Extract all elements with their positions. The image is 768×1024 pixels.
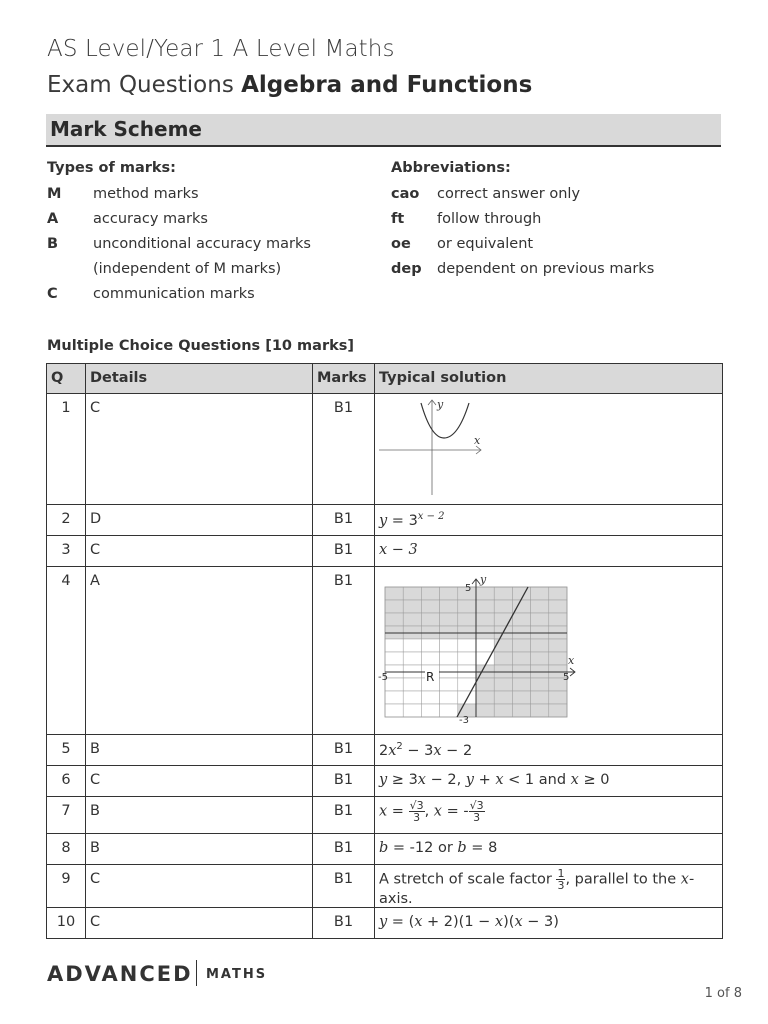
grid-cell [512,639,530,652]
y-axis-label: y [480,573,487,586]
marks-value: B1 [313,735,375,766]
grid-cell [476,600,494,613]
table-row [47,865,723,908]
grid-cell [385,691,403,704]
x-axis-label: x [568,654,575,667]
header-title-line1: AS Level/Year 1 A Level Maths [47,36,395,62]
solution-cell: A stretch of scale factor $\frac{1}{3}$ , parallel to the x-axis. [375,865,723,908]
grid-cell [476,704,494,717]
grid-cell [494,587,512,600]
grid-cell [421,600,439,613]
grid-cell [549,704,567,717]
solution-cell: $y = 3^{x - 2}$ [375,505,723,536]
q-number: 4 [47,567,86,735]
grid-cell [531,691,549,704]
grid-cell [403,639,421,652]
col-header-solution: Typical solution [375,364,723,394]
answer-details: C [86,908,313,939]
grid-cell [549,639,567,652]
grid-cell [476,691,494,704]
grid-cell [421,652,439,665]
maths-logo-text: MATHS [206,967,268,982]
solution-cell: b = -12 or b = 8 [375,834,723,865]
mcq-title: Multiple Choice Questions [10 marks] [47,338,355,354]
grid-cell [512,678,530,691]
abbr-key: ft [391,211,405,227]
answer-details: C [86,766,313,797]
answer-details: B [86,834,313,865]
answer-details: D [86,505,313,536]
grid-cell [458,691,476,704]
grid-cell [440,704,458,717]
abbr-key: oe [391,236,411,252]
solution-cell [375,394,723,505]
abbr-desc: dependent on previous marks [437,261,655,277]
parabola-graph [377,398,487,498]
q-number: 9 [47,865,86,908]
q-number: 3 [47,536,86,567]
q-number: 2 [47,505,86,536]
answer-details: C [86,865,313,908]
table-row [47,394,723,505]
grid-cell [494,678,512,691]
grid-cell [385,704,403,717]
solution-cell: y = (x + 2)(1 − x)(x − 3) [375,908,723,939]
grid-cell [385,600,403,613]
topic-title: Algebra and Functions [241,72,533,98]
grid-cell [403,613,421,626]
mark-desc: accuracy marks [93,211,208,227]
table-row [47,505,723,536]
grid-cell [531,678,549,691]
grid-cell [458,613,476,626]
mark-key: M [47,186,62,202]
marks-value: B1 [313,908,375,939]
grid-cell [494,704,512,717]
solution-cell: y ≥ 3x − 2, y + x < 1 and x ≥ 0 [375,766,723,797]
grid-cell [531,600,549,613]
marks-value: B1 [313,536,375,567]
solution-cell: $2x^2 - 3x - 2$ [375,735,723,766]
logo-divider [196,960,197,986]
grid-cell [458,639,476,652]
grid-cell [531,587,549,600]
q-number: 10 [47,908,86,939]
table-row [47,797,723,834]
grid-cell [440,587,458,600]
grid-cell [494,600,512,613]
answer-details: B [86,735,313,766]
table-row [47,908,723,939]
grid-cell [549,613,567,626]
grid-cell [385,587,403,600]
grid-cell [440,652,458,665]
region-graph [377,573,587,723]
table-row [47,834,723,865]
marks-value: B1 [313,766,375,797]
types-heading: Types of marks: [47,160,176,176]
abbr-key: dep [391,261,422,277]
y-tick-bottom: -3 [459,715,469,723]
grid-cell [549,587,567,600]
page-number: 1 of 8 [704,986,742,1001]
mark-desc: unconditional accuracy marks [93,236,311,252]
q-number: 6 [47,766,86,797]
marks-value: B1 [313,865,375,908]
grid-cell [476,639,494,652]
grid-cell [440,691,458,704]
marks-value: B1 [313,834,375,865]
marks-value: B1 [313,394,375,505]
grid-cell [421,691,439,704]
mark-scheme-table [46,363,723,939]
grid-cell [440,613,458,626]
abbr-desc: or equivalent [437,236,534,252]
grid-cell [494,639,512,652]
table-row [47,735,723,766]
x-tick-left: -5 [378,672,388,683]
grid-cell [549,652,567,665]
grid-cell [531,639,549,652]
marks-value: B1 [313,797,375,834]
grid-cell [385,652,403,665]
q-number: 8 [47,834,86,865]
grid-cell [512,613,530,626]
mark-key: B [47,236,59,252]
marks-value: B1 [313,567,375,735]
grid-cell [512,652,530,665]
header-title-line2: Exam Questions Algebra and Functions [47,72,533,98]
table-row [47,567,723,735]
grid-cell [385,639,403,652]
advanced-logo: ADVANCED [47,962,193,986]
mark-scheme-banner [46,114,721,147]
mark-desc: method marks [93,186,199,202]
grid-cell [458,678,476,691]
grid-cell [512,704,530,717]
section-title: Mark Scheme [50,117,202,141]
grid-cell [512,691,530,704]
abbreviations-heading: Abbreviations: [391,160,511,176]
abbr-desc: follow through [437,211,542,227]
q-number: 5 [47,735,86,766]
grid-cell [476,587,494,600]
grid-cell [494,652,512,665]
y-tick-top: 5 [465,583,472,594]
answer-details: A [86,567,313,735]
q-number: 7 [47,797,86,834]
region-label: R [426,670,435,684]
col-header-q: Q [47,364,86,394]
answer-details: C [86,536,313,567]
grid-cell [494,691,512,704]
mark-key: C [47,286,58,302]
col-header-details: Details [86,364,313,394]
grid-cell [421,704,439,717]
grid-cell [403,652,421,665]
solution-cell [375,567,723,735]
grid-cell [403,691,421,704]
grid-cell [403,600,421,613]
grid-cell [458,652,476,665]
grid-cell [421,587,439,600]
mark-desc: (independent of M marks) [93,261,282,277]
x-tick-right: 5 [563,672,570,683]
grid-cell [385,613,403,626]
marks-value: B1 [313,505,375,536]
grid-cell [531,704,549,717]
grid-cell [403,587,421,600]
q-number: 1 [47,394,86,505]
grid-cell [531,652,549,665]
grid-cell [549,600,567,613]
grid-cell [458,600,476,613]
solution-cell: x − 3 [375,536,723,567]
table-row [47,536,723,567]
grid-cell [403,704,421,717]
abbr-key: cao [391,186,420,202]
solution-cell: x = $\frac{√3}{3}$ , x = - $\frac{√3}{3}$ [375,797,723,834]
grid-cell [440,639,458,652]
grid-cell [531,613,549,626]
grid-cell [421,613,439,626]
grid-cell [440,600,458,613]
grid-cell [403,678,421,691]
grid-cell [476,613,494,626]
grid-cell [549,691,567,704]
col-header-marks: Marks [313,364,375,394]
abbr-desc: correct answer only [437,186,581,202]
y-axis-label: y [437,398,444,411]
mark-key: A [47,211,59,227]
grid-cell [421,639,439,652]
grid-cell [476,678,494,691]
grid-cell [440,678,458,691]
answer-details: C [86,394,313,505]
table-row [47,766,723,797]
x-axis-label: x [474,434,481,447]
mark-desc: communication marks [93,286,255,302]
table-header-row [47,364,723,394]
answer-details: B [86,797,313,834]
